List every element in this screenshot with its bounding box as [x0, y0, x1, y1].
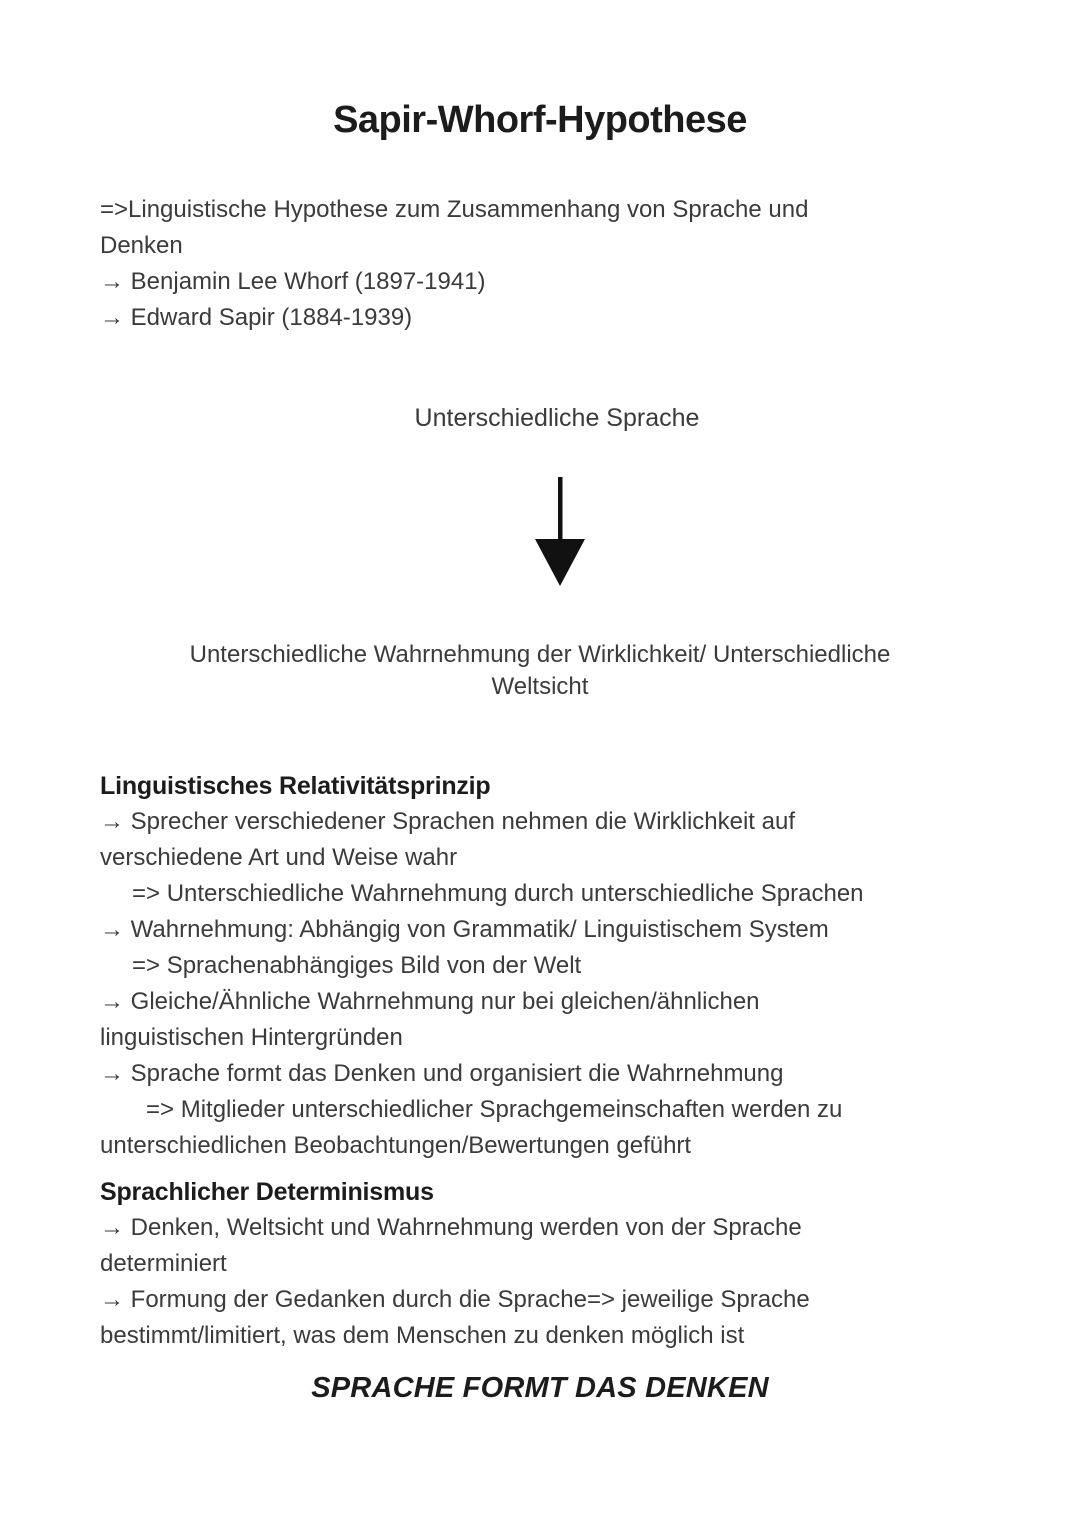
section-linguistic-determinism: [100, 1174, 1020, 1354]
section-item-line: verschiedene Art und Weise wahr: [100, 844, 458, 871]
conclusion-statement: SPRACHE FORMT DAS DENKEN: [311, 1372, 769, 1404]
intro-line-author: → Edward Sapir (1884-1939): [100, 304, 413, 331]
diagram-cause-label: Unterschiedliche Sprache: [414, 404, 700, 432]
effect-line: Unterschiedliche Wahrnehmung der Wirklichkeit/ Unterschiedliche: [189, 641, 891, 668]
section-item-line: → Wahrnehmung: Abhängig von Grammatik/ Linguistischem System: [100, 916, 829, 943]
section-item-line: → Gleiche/Ähnliche Wahrnehmung nur bei gleichen/ähnlichen: [100, 988, 760, 1015]
section-item-line: => Sprachenabhängiges Bild von der Welt: [132, 952, 582, 979]
diagram-effect-label: [0, 639, 1080, 703]
section-item-line: bestimmt/limitiert, was dem Menschen zu denken möglich ist: [100, 1322, 745, 1349]
section-item-line: → Formung der Gedanken durch die Sprache=> jeweilige Sprache: [100, 1286, 810, 1313]
intro-line: =>Linguistische Hypothese zum Zusammenhang von Sprache und: [100, 196, 809, 223]
section-item-line: => Mitglieder unterschiedlicher Sprachgemeinschaften werden zu: [146, 1096, 843, 1123]
intro-line-author: → Benjamin Lee Whorf (1897-1941): [100, 268, 486, 295]
section-linguistic-relativity: [100, 768, 1020, 1164]
document-title: Sapir-Whorf-Hypothese: [333, 99, 747, 141]
section-item-line: linguistischen Hintergründen: [100, 1024, 403, 1051]
section-item-line: unterschiedlichen Beobachtungen/Bewertungen geführt: [100, 1132, 692, 1159]
section-item-line: → Sprache formt das Denken und organisiert die Wahrnehmung: [100, 1060, 784, 1087]
section-item-line: → Sprecher verschiedener Sprachen nehmen die Wirklichkeit auf: [100, 808, 796, 835]
cause-effect-diagram: [0, 400, 1080, 703]
section-item-line: => Unterschiedliche Wahrnehmung durch unterschiedliche Sprachen: [132, 880, 864, 907]
section-item-line: determiniert: [100, 1250, 227, 1277]
section-heading: Sprachlicher Determinismus: [100, 1178, 434, 1206]
intro-line: Denken: [100, 232, 183, 259]
section-heading: Linguistisches Relativitätsprinzip: [100, 772, 491, 800]
effect-line: Weltsicht: [491, 673, 589, 700]
down-arrow-icon: [20, 477, 1080, 587]
intro-block: [100, 192, 1080, 336]
section-item-line: → Denken, Weltsicht und Wahrnehmung werden von der Sprache: [100, 1214, 802, 1241]
